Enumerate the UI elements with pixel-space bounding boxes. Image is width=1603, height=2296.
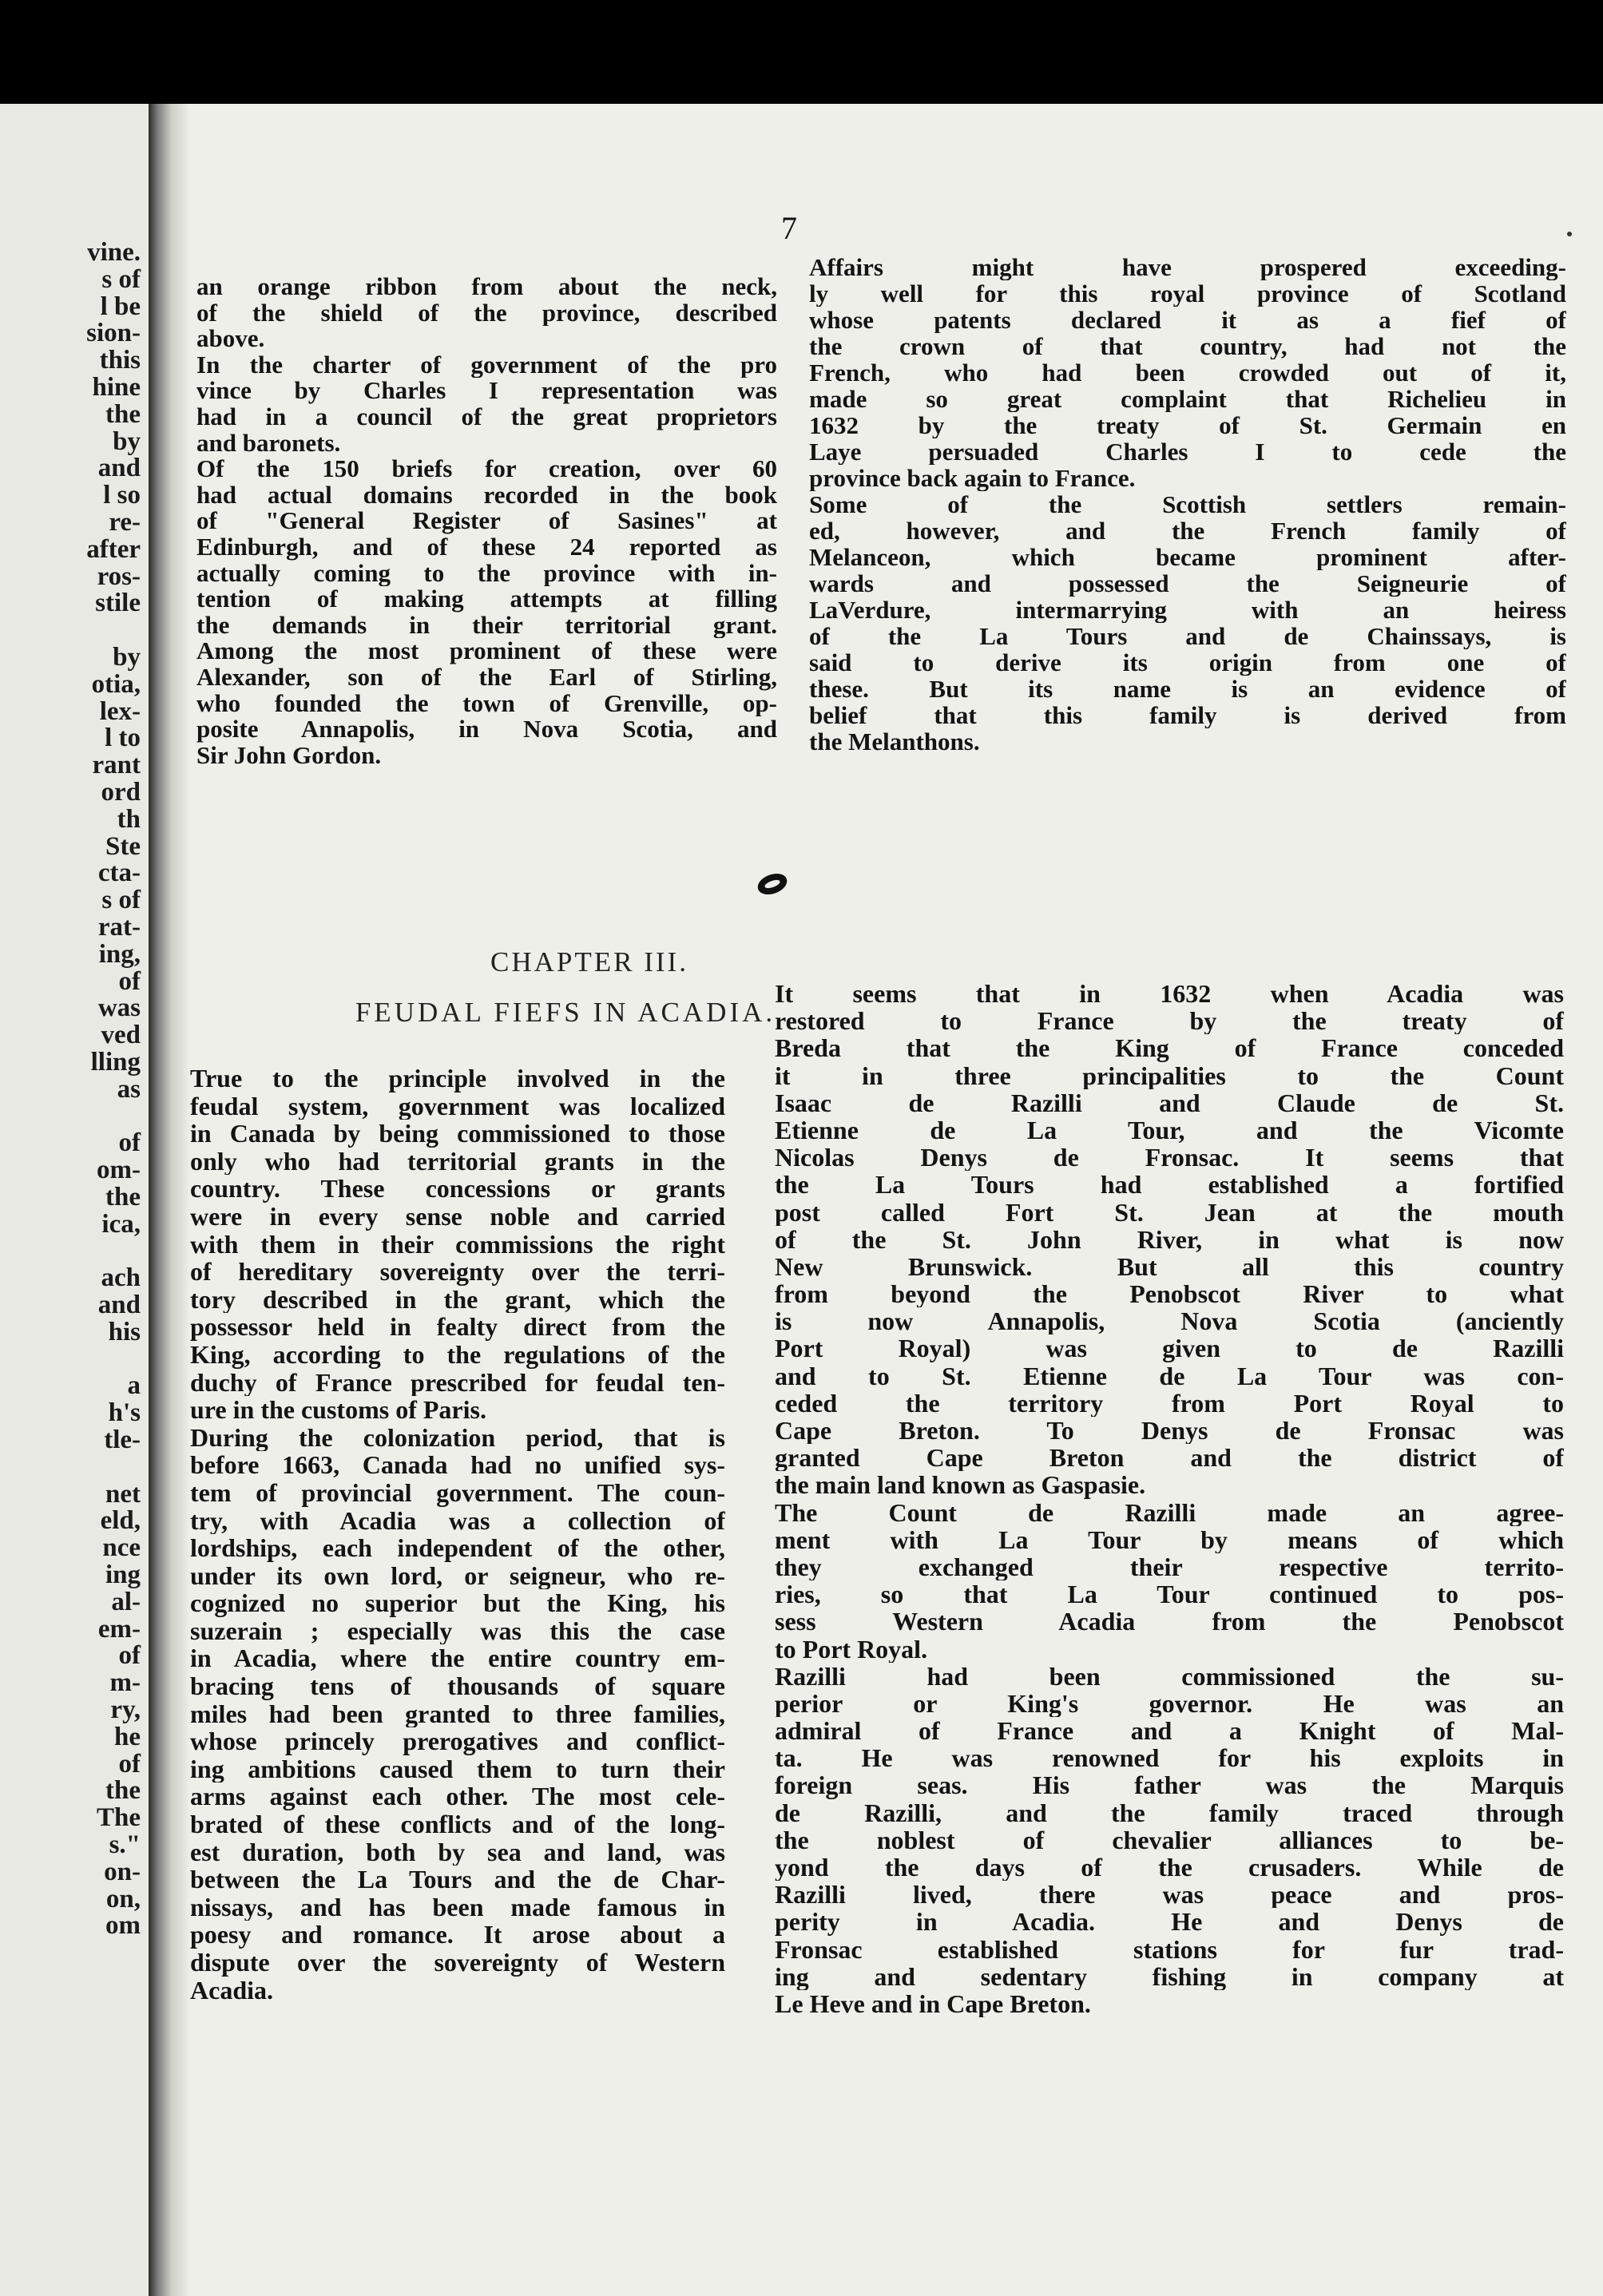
fragment-line: al- bbox=[111, 1587, 141, 1616]
text-line: feudal system, government was localized bbox=[190, 1092, 725, 1120]
text-line: from beyond the Penobscot River to what bbox=[775, 1280, 1564, 1308]
text-line: cognized no superior but the King, his bbox=[190, 1589, 725, 1617]
text-line: it in three principalities to the Count bbox=[775, 1061, 1564, 1089]
fragment-line: eld, bbox=[100, 1506, 141, 1536]
text-line: the La Tours had established a fortified bbox=[775, 1171, 1564, 1199]
fragment-line: by bbox=[113, 426, 141, 456]
text-line: New Brunswick. But all this country bbox=[775, 1252, 1564, 1281]
text-line: In the charter of government of the pro bbox=[196, 351, 777, 379]
fragment-line bbox=[5, 617, 141, 644]
text-line: dispute over the sovereignty of Western bbox=[190, 1949, 725, 1977]
current-page bbox=[190, 104, 1603, 2296]
page-number: 7 bbox=[781, 210, 797, 246]
text-line: vince by Charles I representation was bbox=[196, 378, 777, 404]
text-line: wards and possessed the Seigneurie of bbox=[809, 570, 1566, 597]
fragment-line: s." bbox=[109, 1830, 141, 1860]
text-line: King, according to the regulations of the bbox=[190, 1340, 725, 1369]
text-line: and to St. Etienne de La Tour was con- bbox=[775, 1362, 1564, 1390]
text-line: to Port Royal. bbox=[775, 1635, 928, 1663]
fragment-line: ord bbox=[101, 777, 141, 807]
fragment-line: on, bbox=[105, 1884, 141, 1913]
text-line: ing ambitions caused them to turn their bbox=[190, 1755, 725, 1783]
text-line: de Razilli, and the family traced through bbox=[775, 1798, 1564, 1826]
text-line: with them in their commissions the right bbox=[190, 1230, 725, 1259]
text-line: LaVerdure, intermarrying with an heiress bbox=[809, 597, 1566, 623]
chapter-heading: CHAPTER III. bbox=[490, 946, 688, 977]
text-line: Port Royal) was given to de Razilli bbox=[775, 1334, 1564, 1362]
text-line: under its own lord, or seigneur, who re- bbox=[190, 1561, 725, 1590]
fragment-line: l be bbox=[100, 291, 141, 321]
fragment-line: was bbox=[97, 993, 141, 1023]
text-line: of hereditary sovereignty over the terri- bbox=[190, 1258, 725, 1286]
text-line: Breda that the King of France conceded bbox=[775, 1034, 1564, 1062]
text-line: 1632 by the treaty of St. Germain en bbox=[809, 412, 1566, 438]
text-line: country. These concessions or grants bbox=[190, 1175, 725, 1203]
fragment-line: otia, bbox=[91, 669, 141, 699]
fragment-line: Ste bbox=[105, 831, 141, 861]
text-line: ed, however, and the French family of bbox=[809, 517, 1566, 544]
text-line: Laye persuaded Charles I to cede the bbox=[809, 438, 1566, 465]
text-line: Cape Breton. To Denys de Fronsac was bbox=[775, 1417, 1564, 1445]
text-line: Acadia. bbox=[190, 1976, 273, 2005]
text-line: of the St. John River, in what is now bbox=[775, 1225, 1564, 1253]
fragment-line: h's bbox=[108, 1398, 141, 1428]
text-line: It seems that in 1632 when Acadia was bbox=[775, 980, 1564, 1008]
text-line: admiral of France and a Knight of Mal- bbox=[775, 1717, 1564, 1745]
fragment-line: cta- bbox=[97, 859, 141, 888]
fragment-line: om- bbox=[97, 1156, 141, 1185]
fragment-line: tle- bbox=[104, 1426, 141, 1455]
text-line: duchy of France prescribed for feudal ten- bbox=[190, 1368, 725, 1397]
text-line: the main land known as Gaspasie. bbox=[775, 1471, 1146, 1499]
text-line: foreign seas. His father was the Marquis bbox=[775, 1771, 1564, 1799]
text-line: ing and sedentary fishing in company at bbox=[775, 1962, 1564, 1990]
text-line: Le Heve and in Cape Breton. bbox=[775, 1989, 1091, 2018]
page-gutter bbox=[149, 104, 190, 2296]
text-line: poesy and romance. It arose about a bbox=[190, 1921, 725, 1949]
text-line: ries, so that La Tour continued to pos- bbox=[775, 1580, 1564, 1608]
text-line: restored to France by the treaty of bbox=[775, 1007, 1564, 1035]
text-line: nissays, and has been made famous in bbox=[190, 1893, 725, 1921]
text-line: During the colonization period, that is bbox=[190, 1423, 725, 1452]
text-line: province back again to France. bbox=[809, 465, 1136, 491]
text-line: possessor held in fealty direct from the bbox=[190, 1313, 725, 1341]
text-line: ment with La Tour by means of which bbox=[775, 1525, 1564, 1553]
text-line: tem of provincial government. The coun- bbox=[190, 1478, 725, 1507]
text-line: Some of the Scottish settlers remain- bbox=[809, 491, 1566, 517]
fragment-line: net bbox=[105, 1479, 141, 1509]
text-line: of "General Register of Sasines" at bbox=[196, 508, 777, 534]
fragment-line: lling bbox=[90, 1047, 141, 1077]
text-line: Razilli had been commissioned the su- bbox=[775, 1662, 1564, 1690]
fragment-line: om bbox=[105, 1911, 141, 1941]
text-line: were in every sense noble and carried bbox=[190, 1202, 725, 1231]
fragment-line: re- bbox=[109, 507, 141, 537]
fragment-line: s of bbox=[101, 886, 141, 915]
column-2-top-text bbox=[809, 254, 1566, 755]
text-line: post called Fort St. Jean at the mouth bbox=[775, 1198, 1564, 1226]
text-line: Melanceon, which became prominent after- bbox=[809, 544, 1566, 570]
text-line: arms against each other. The most cele- bbox=[190, 1782, 725, 1811]
text-line: Affairs might have prospered exceeding- bbox=[809, 254, 1566, 280]
fragment-line: of bbox=[118, 1749, 141, 1779]
text-line: granted Cape Breton and the district of bbox=[775, 1444, 1564, 1472]
fragment-line: th bbox=[117, 804, 141, 834]
fragment-line: nce bbox=[102, 1533, 141, 1563]
fragment-line: after bbox=[86, 534, 141, 564]
text-line: the noblest of chevalier alliances to be- bbox=[775, 1826, 1564, 1854]
fragment-line: stile bbox=[95, 589, 141, 618]
text-line: Among the most prominent of these were bbox=[196, 638, 777, 664]
fragment-line: and bbox=[97, 1291, 141, 1320]
text-line: only who had territorial grants in the bbox=[190, 1147, 725, 1176]
text-line: actually coming to the province with in- bbox=[196, 560, 777, 587]
text-line: ly well for this royal province of Scotland bbox=[809, 280, 1566, 307]
fragment-line: The bbox=[96, 1803, 141, 1833]
fragment-line bbox=[5, 1454, 141, 1481]
text-line: suzerain ; especially was this the case bbox=[190, 1616, 725, 1645]
text-line: had actual domains recorded in the book bbox=[196, 482, 777, 509]
text-line: these. But its name is an evidence of bbox=[809, 676, 1566, 702]
text-line: between the La Tours and the de Char- bbox=[190, 1866, 725, 1894]
text-line: had in a council of the great proprietors bbox=[196, 403, 777, 430]
fragment-line: his bbox=[108, 1317, 141, 1346]
fragment-line: m- bbox=[109, 1668, 141, 1698]
text-line: Of the 150 briefs for creation, over 60 bbox=[196, 456, 777, 482]
text-line: Fronsac established stations for fur trad- bbox=[775, 1935, 1564, 1963]
text-line: bracing tens of thousands of square bbox=[190, 1672, 725, 1700]
fragment-line: by bbox=[113, 642, 141, 672]
text-line: an orange ribbon from about the neck, bbox=[196, 274, 777, 300]
text-line: in Acadia, where the entire country em- bbox=[190, 1644, 725, 1673]
fragment-line: sion- bbox=[86, 319, 141, 348]
text-line: ceded the territory from Port Royal to bbox=[775, 1389, 1564, 1417]
text-line: miles had been granted to three families, bbox=[190, 1699, 725, 1728]
column-2-bottom-text bbox=[775, 980, 1564, 2017]
text-line: sess Western Acadia from the Penobscot bbox=[775, 1608, 1564, 1636]
text-line: they exchanged their respective territo- bbox=[775, 1552, 1564, 1581]
text-line: before 1663, Canada had no unified sys- bbox=[190, 1451, 725, 1479]
column-1-top-text bbox=[196, 274, 777, 768]
chapter-title: FEUDAL FIEFS IN ACADIA. bbox=[355, 997, 776, 1028]
fragment-line: hine bbox=[92, 372, 141, 402]
text-line: yond the days of the crusaders. While de bbox=[775, 1854, 1564, 1882]
text-line: Edinburgh, and of these 24 reported as bbox=[196, 533, 777, 561]
fragment-line: the bbox=[105, 1182, 141, 1211]
text-line: perior or King's governor. He was an bbox=[775, 1689, 1564, 1718]
text-line: The Count de Razilli made an agree- bbox=[775, 1498, 1564, 1526]
fragment-line: ros- bbox=[97, 561, 141, 591]
fragment-line bbox=[5, 1346, 141, 1374]
fragment-line: ing bbox=[105, 1560, 141, 1590]
text-line: belief that this family is derived from bbox=[809, 702, 1566, 728]
text-line: whose patents declared it as a fief of bbox=[809, 307, 1566, 333]
previous-page-text bbox=[5, 240, 141, 1940]
text-line: is now Annapolis, Nova Scotia (anciently bbox=[775, 1307, 1564, 1335]
fragment-line: l so bbox=[103, 481, 141, 510]
text-line: and baronets. bbox=[196, 430, 341, 457]
text-line: ta. He was renowned for his exploits in bbox=[775, 1744, 1564, 1772]
text-line: Nicolas Denys de Fronsac. It seems that bbox=[775, 1144, 1564, 1172]
previous-page-fragment bbox=[0, 104, 149, 2296]
text-line: tention of making attempts at filling bbox=[196, 586, 777, 613]
fragment-line: a bbox=[127, 1371, 141, 1401]
text-line: the crown of that country, had not the bbox=[809, 333, 1566, 359]
fragment-line bbox=[5, 1104, 141, 1131]
text-line: whose princely prerogatives and conflict- bbox=[190, 1727, 725, 1755]
fragment-line: as bbox=[117, 1074, 141, 1104]
text-line: above. bbox=[196, 326, 265, 352]
fragment-line: of bbox=[118, 1128, 141, 1158]
fragment-line: of bbox=[118, 1641, 141, 1671]
text-line: the demands in their territorial grant. bbox=[196, 612, 777, 639]
fragment-line: of bbox=[118, 966, 141, 996]
text-line: Alexander, son of the Earl of Stirling, bbox=[196, 664, 777, 691]
text-line: Etienne de La Tour, and the Vicomte bbox=[775, 1116, 1564, 1144]
text-line: of the La Tours and de Chainssays, is bbox=[809, 623, 1566, 649]
fragment-line: rant bbox=[92, 751, 141, 780]
fragment-line: ica, bbox=[101, 1209, 141, 1239]
text-line: Isaac de Razilli and Claude de St. bbox=[775, 1089, 1564, 1116]
fragment-line: s of bbox=[101, 264, 141, 294]
fragment-line: and bbox=[97, 454, 141, 483]
speck bbox=[1567, 232, 1572, 236]
text-line: said to derive its origin from one of bbox=[809, 649, 1566, 676]
text-line: in Canada by being commissioned to those bbox=[190, 1120, 725, 1148]
text-line: tory described in the grant, which the bbox=[190, 1285, 725, 1314]
fragment-line: em- bbox=[97, 1614, 141, 1644]
text-line: True to the principle involved in the bbox=[190, 1065, 725, 1092]
text-line: try, with Acadia was a collection of bbox=[190, 1506, 725, 1535]
ornament-icon bbox=[755, 870, 790, 898]
column-1-bottom-text bbox=[190, 1065, 725, 2004]
text-line: Sir John Gordon. bbox=[196, 742, 382, 769]
fragment-line: ry, bbox=[110, 1695, 141, 1725]
text-line: est duration, both by sea and land, was bbox=[190, 1838, 725, 1866]
text-line: perity in Acadia. He and Denys de bbox=[775, 1908, 1564, 1936]
text-line: ure in the customs of Paris. bbox=[190, 1396, 486, 1424]
fragment-line: he bbox=[114, 1722, 141, 1751]
fragment-line: vine. bbox=[87, 238, 141, 267]
text-line: who founded the town of Grenville, op- bbox=[196, 690, 777, 717]
fragment-line: ved bbox=[101, 1021, 141, 1050]
fragment-line: this bbox=[99, 346, 141, 375]
fragment-line: l to bbox=[105, 724, 141, 753]
text-line: French, who had been crowded out of it, bbox=[809, 359, 1566, 386]
text-line: made so great complaint that Richelieu in bbox=[809, 386, 1566, 412]
text-line: lordships, each independent of the other, bbox=[190, 1534, 725, 1562]
fragment-line: lex- bbox=[99, 696, 141, 726]
text-line: of the shield of the province, described bbox=[196, 299, 777, 327]
text-line: posite Annapolis, in Nova Scotia, and bbox=[196, 716, 777, 743]
fragment-line bbox=[5, 1238, 141, 1265]
fragment-line: the bbox=[105, 399, 141, 429]
text-line: the Melanthons. bbox=[809, 728, 980, 755]
fragment-line: the bbox=[105, 1776, 141, 1806]
fragment-line: ach bbox=[101, 1263, 141, 1293]
fragment-line: ing, bbox=[98, 939, 141, 969]
text-line: Razilli lived, there was peace and pros- bbox=[775, 1881, 1564, 1909]
text-line: brated of these conflicts and of the long- bbox=[190, 1810, 725, 1838]
fragment-line: on- bbox=[104, 1857, 141, 1886]
fragment-line: rat- bbox=[97, 912, 141, 942]
